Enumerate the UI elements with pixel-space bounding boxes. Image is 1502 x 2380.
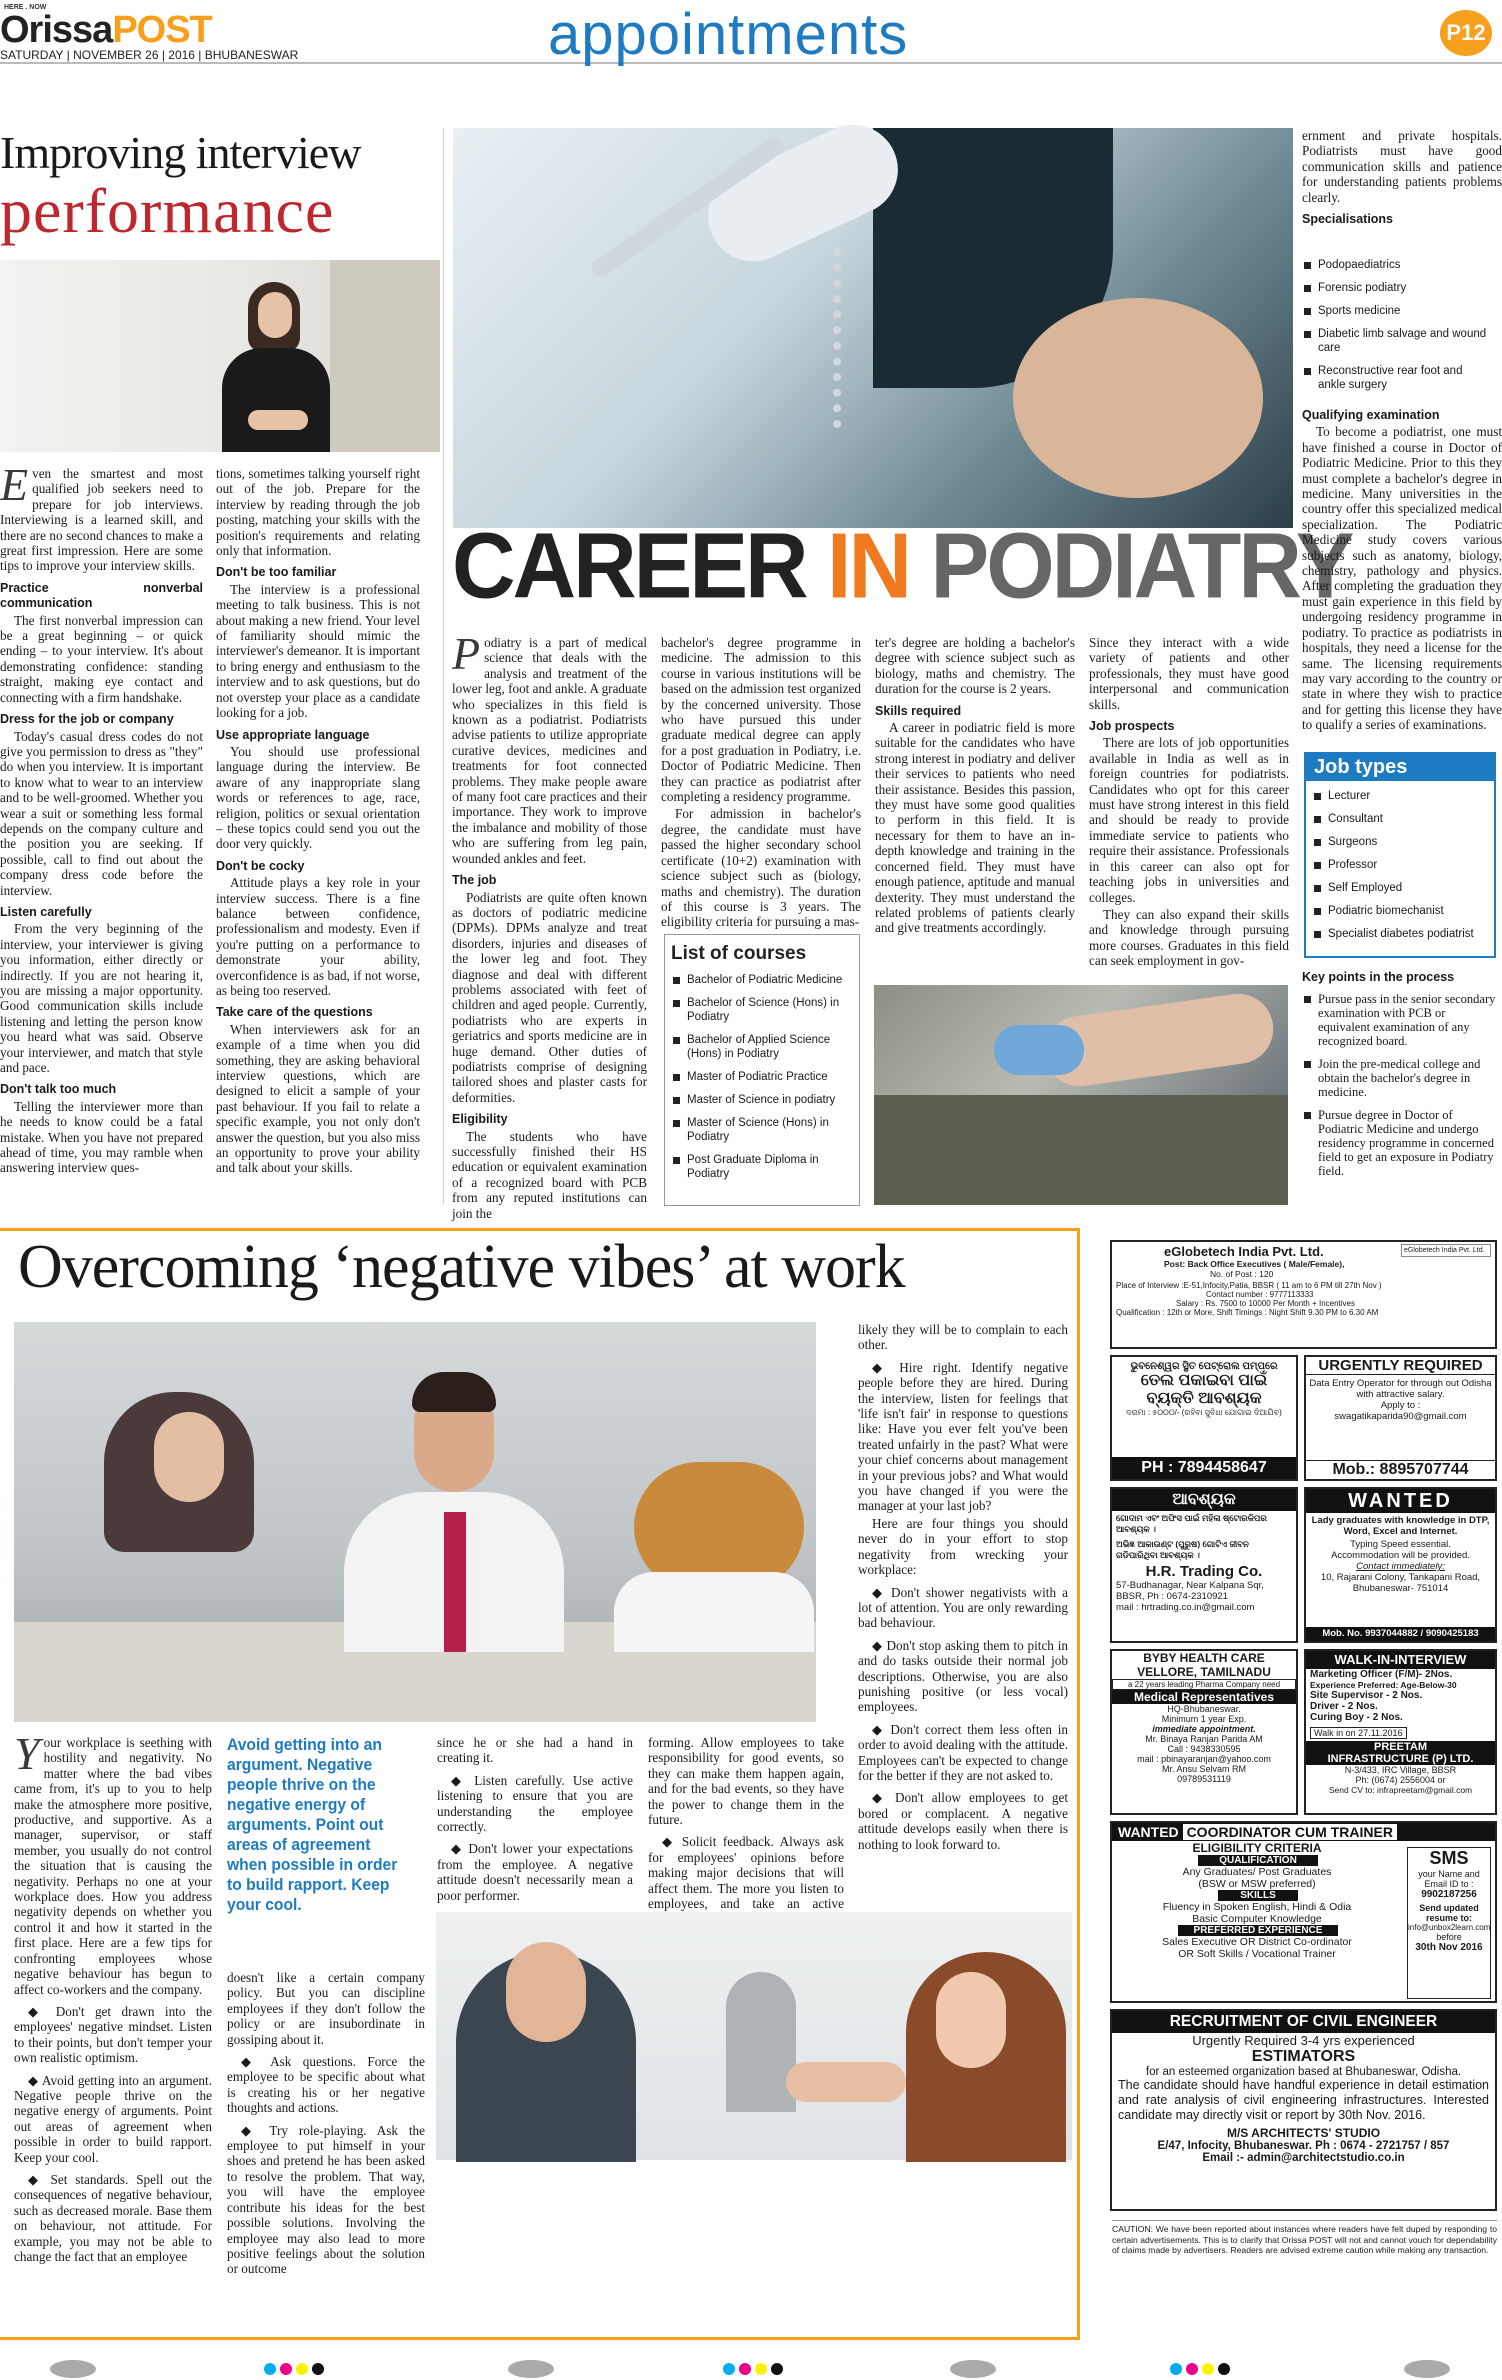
interview-title	[0, 128, 440, 244]
diamond-paragraph: ◆ Don't stop asking them to pitch in and do tasks outside their normal job descriptions. Otherwise, you are also punishing positive (or less vocal) employees.	[858, 1637, 1068, 1715]
interview-woman-body	[222, 348, 330, 452]
civil-l4: The candidate should have handful experience in detail estimation and rate analysis of civil engineering infrastructures. Interested candidate may directly visit or report by 30th Nov. 2016.	[1118, 2078, 1489, 2122]
subheading: Specialisations	[1302, 212, 1394, 227]
wanted-title: WANTED	[1306, 1489, 1495, 1513]
coord-qual: QUALIFICATION	[1198, 1855, 1318, 1866]
urgent-apply: Apply to :	[1380, 1400, 1421, 1411]
interview-title-line1: Improving interview	[0, 127, 361, 178]
keypoints-section	[1302, 970, 1498, 1187]
paragraph: When interviewers ask for an example of a time when you did something, they are asking behavioral interview questions, which are designed to elicit a sample of your past behaviour. If you fail to relate a specific example, you not only don't answer the question, but you also miss an opportunity to prove your ability and talk about your skills.	[216, 1021, 420, 1176]
paragraph: ernment and private hospitals. Podiatrists must have good communication skills and patience for understanding patients problems clearly.	[1302, 128, 1502, 205]
walkin-l3: Site Supervisor - 2 Nos.	[1310, 1690, 1423, 1701]
logo-tagline: HERE . NOW	[4, 4, 47, 11]
coord-date: 30th Nov 2016	[1415, 1942, 1483, 1953]
walkin-ph: Ph: (0674) 2556004 or	[1355, 1775, 1446, 1785]
podiatry-column-2	[661, 635, 861, 935]
list-item: Master of Podiatric Practice	[671, 1070, 853, 1084]
podiatry-title	[452, 513, 1352, 618]
paragraph: ter's degree are holding a bachelor's degree with science subject such as biology, maths and chemistry. The duration for the course is 2 years.	[875, 635, 1075, 697]
civil-email: Email :- admin@architectstudio.co.in	[1202, 2152, 1405, 2164]
foot-exam-doctor	[874, 1095, 1288, 1205]
byby-t11: Mr. Ansu Selvam RM	[1161, 1764, 1247, 1774]
courses-box	[664, 934, 860, 1206]
podiatry-title-career: CAREER	[452, 513, 828, 618]
list-item: Master of Science (Hons) in Podiatry	[671, 1116, 853, 1144]
eglobe-no: No. of Post : 120	[1210, 1269, 1274, 1279]
page-number-badge: P12	[1440, 10, 1492, 56]
wanted-line1: Lady graduates with knowledge in DTP, Word, Excel and Internet.	[1311, 1515, 1490, 1537]
stressed-coworkers-photo	[14, 1322, 816, 1722]
podiatry-column-1	[452, 628, 647, 1221]
diamond-paragraph: ◆ Don't lower your expectations from the employee. A negative attitude doesn't necessarily mean a poor performer.	[437, 1841, 633, 1903]
coord-skills: SKILLS	[1218, 1890, 1298, 1901]
man-center-tie	[444, 1512, 466, 1652]
walkin-l4: Driver - 2 Nos.	[1310, 1701, 1378, 1712]
coord-sms-box	[1407, 1847, 1491, 1999]
foot-exam-glove	[994, 1025, 1084, 1075]
odia1-line4: ଦରମା : ୫୦୦୦/- (ରହିବା ସୁବିଧା ଯୋଗାଇ ଦିଆଯିବ)	[1126, 1408, 1282, 1417]
subheading: The job	[452, 873, 497, 888]
subheading: Don't talk too much	[0, 1082, 117, 1097]
list-item: Podiatric biomechanist	[1312, 904, 1488, 918]
coord-title: COORDINATOR CUM TRAINER	[1183, 1824, 1397, 1840]
eglobe-logo: eGlobetech India Pvt. Ltd.	[1401, 1244, 1491, 1257]
paragraph: Today's casual dress codes do not give you permission to dress as "they" do when you interview. It is important to know what to wear to an interview and to be well-groomed. Whether you wear a suit or something less formal depends on the company culture and the position you are seeking. If possible, call to find out about the company dress code before the interview.	[0, 728, 203, 898]
wanted-line5: 10, Rajarani Colony, Tankapani Road, Bhubaneswar- 751014	[1320, 1572, 1481, 1594]
diamond-paragraph: ◆ Try role-playing. Ask the employee to put himself in your shoes and pretend he has been asked to resolve the problem. That way, you will have the employee contribute his ideas for the best possible solutions. Involving the employee may also lead to more positive feelings about the solution or outcome	[227, 2122, 425, 2277]
reg-dots-2	[723, 2362, 803, 2376]
byby-t12: 09789531119	[1177, 1774, 1231, 1784]
ad-wanted-dtp	[1304, 1487, 1497, 1643]
negative-title: Overcoming ‘negative vibes’ at work	[18, 1233, 905, 1301]
reg-oval-4	[1404, 2360, 1450, 2378]
odia2-mail: mail : hrtrading.co.in@gmail.com	[1116, 1602, 1255, 1613]
job-types-box	[1304, 752, 1496, 958]
odia1-line1: ଭୁବନେଶ୍ୱର ସ୍ଥିତ ପେଟ୍ରୋଲ ପମ୍ପରେ	[1130, 1361, 1278, 1372]
paragraph: The first nonverbal impression can be a great beginning – or quick ending – to your interview. It's about demonstrating confidence: standing straight, making eye contact and connecting with a firm handshake.	[0, 612, 203, 705]
list-item: Bachelor of Science (Hons) in Podiatry	[671, 996, 853, 1024]
list-item: Surgeons	[1312, 835, 1488, 849]
ad-civil-engineer	[1110, 2009, 1497, 2211]
coord-s1: Fluency in Spoken English, Hindi & Odia	[1162, 1901, 1352, 1913]
byby-t3: a 22 years leading Pharma Company need	[1112, 1679, 1296, 1690]
eglobe-post: Post: Back Office Executives ( Male/Female),	[1164, 1259, 1345, 1269]
list-item: Specialist diabetes podiatrist	[1312, 927, 1488, 941]
woman-right-body	[614, 1572, 814, 1652]
odia2-address: 57-Budhanagar, Near Kalpana Sqr, BBSR, Ph : 0674-2310921	[1116, 1580, 1264, 1602]
coord-pref: PREFERRED EXPERIENCE	[1178, 1925, 1338, 1936]
diamond-paragraph: ◆ Set standards. Spell out the consequences of negative behaviour, such as decreased morale. Base them on behaviour, not attitude. For example, you may not be able to change the fact that an employee	[14, 2171, 212, 2264]
list-item: Podopaediatrics	[1302, 258, 1492, 272]
man-center-hair	[412, 1372, 496, 1412]
keypoints-title: Key points in the process	[1302, 970, 1455, 984]
byby-t9: Call : 9438330595	[1167, 1744, 1241, 1754]
paragraph: Podiatrists are quite often known as doctors of podiatric medicine (DPMs). DPMs analyze and treat disorders, injuries and diseases of the lower leg and foot. They diagnose and deal with different problems associated with feet of children and aged people. Currently, podiatrists who are experts in geriatrics and sports medicine are in huge demand. Other duties of podiatrists comprise of designing tailored shoes and plaster casts for deformities.	[452, 889, 647, 1105]
paragraph: There are lots of job opportunities available in India as well as in foreign countries for podiatrists. Candidates who opt for this career must have strong interest in this field and should be ready to provide immediate service to patients who require their assistance. Professionals in this career can also opt for teaching jobs in universities and colleges.	[1089, 735, 1289, 905]
qualifying-section	[1302, 408, 1502, 748]
eglobe-place: Place of Interview :E-51,Infocity,Patia, BBSR ( 11 am to 6 PM till 27th Nov )	[1116, 1281, 1382, 1290]
paragraph: They can also expand their skills and knowledge through pursuing more courses. Graduates in this field can seek employment in gov-	[1089, 906, 1289, 969]
pull-quote: Avoid getting into an argument. Negative people thrive on the negative energy of arguments. Point out areas of agreement when possible in order to build rapport. Keep your cool.	[227, 1735, 398, 1914]
subheading: Eligibility	[452, 1112, 508, 1127]
urgent-text: Data Entry Operator for through out Odisha with attractive salary.	[1309, 1378, 1492, 1400]
paragraph: Podiatry is a part of medical science that deals with the analysis and treatment of the lower leg, foot and ankle. A graduate who specializes in this field is known as a podiatrist. Podiatrists advise patients to utilize appropriate curative devices, medicines and treatments for foot connected problems. They make people aware of many foot care practices and their importance. They work to improve the imbalance and mobility of those who are suffering from leg pain, wounded ankles and feet.	[452, 628, 647, 866]
walkin-l6: Walk in on 27.11.2016	[1310, 1727, 1407, 1739]
ad-eglobetech	[1110, 1240, 1497, 1349]
paragraph: The students who have successfully finished their HS education or equivalent examination of a recognized board with PCB from any reputed institutions can join the	[452, 1128, 647, 1221]
walkin-l5: Curing Boy - 2 Nos.	[1310, 1712, 1403, 1723]
list-item: Master of Science in podiatry	[671, 1093, 853, 1107]
reg-oval-3	[950, 2360, 996, 2378]
walkin-title: WALK-IN-INTERVIEW	[1306, 1651, 1495, 1669]
job-types-title: Job types	[1306, 754, 1494, 781]
reg-dots-3	[1170, 2362, 1250, 2376]
coord-p2: OR Soft Skills / Vocational Trainer	[1178, 1948, 1336, 1960]
paragraph: Since they interact with a wide variety of patients and other professionals, they must have good interpersonal and communication skills.	[1089, 635, 1289, 712]
byby-t6: Minimum 1 year Exp.	[1161, 1714, 1247, 1724]
byby-t8: Mr. Binaya Ranjan Parida AM	[1145, 1734, 1263, 1744]
subheading: Don't be too familiar	[216, 565, 337, 580]
wanted-line2: Typing Speed essential.	[1350, 1539, 1451, 1550]
courses-title: List of courses	[671, 943, 807, 964]
list-item: Professor	[1312, 858, 1488, 872]
wanted-mob: Mob. No. 9937044882 / 9090425183	[1306, 1627, 1495, 1641]
coord-send: Send updated resume to:	[1419, 1903, 1479, 1923]
coord-sms2: 9902187256	[1421, 1889, 1477, 1900]
paragraph: From the very beginning of the interview, your interviewer is giving you information, either directly or indirectly. If you are not hearing it, you are missing a major opportunity. Good communication skills include listening and letting the person know you heard what was said. Observe your interviewer, and match that style and pace.	[0, 921, 203, 1076]
coord-q1: Any Graduates/ Post Graduates	[1182, 1866, 1332, 1878]
list-item: Bachelor of Podiatric Medicine	[671, 973, 853, 987]
logo	[0, 10, 212, 50]
subheading: Use appropriate language	[216, 727, 370, 742]
civil-l3: for an esteemed organization based at Bhubaneswar, Odisha.	[1145, 2066, 1462, 2078]
coord-mail: info@unbox2learn.com	[1408, 1923, 1491, 1932]
list-item: Lecturer	[1312, 789, 1488, 803]
walkin-co1: PREETAM	[1306, 1741, 1495, 1753]
meeting-woman-face	[936, 1972, 1006, 2068]
logo-post: POST	[112, 9, 212, 51]
odia2-bullet1: ଗୋଦାମ ଏବଂ ଅଫିସ ପାଇଁ ମହିଳା ଷ୍ଟୋରକିପର ଆବଶ୍ୟକ ।	[1116, 1513, 1267, 1534]
negative-column-3	[437, 1735, 633, 1905]
meeting-photo	[436, 1912, 1072, 2160]
walkin-co2: INFRASTRUCTURE (P) LTD.	[1306, 1753, 1495, 1765]
ad-walk-in-interview	[1304, 1649, 1497, 1815]
list-item: Post Graduate Diploma in Podiatry	[671, 1153, 853, 1181]
paragraph: The interview is a professional meeting to talk business. This is not about making a new friend. Your level of familiarity should mimic the interviewer's demeanor. It is important to bring energy and enthusiasm to the interview and to ask questions, but do not overstep your place as a candidate looking for a job.	[216, 581, 420, 721]
ad-petrol-pump-odia	[1110, 1355, 1298, 1481]
wanted-line4: Contact immediately:	[1356, 1561, 1445, 1572]
meeting-hand	[786, 2062, 906, 2102]
podiatry-foot	[1013, 298, 1263, 498]
qualifying-title: Qualifying examination	[1302, 408, 1440, 422]
byby-t2: VELLORE, TAMILNADU	[1137, 1665, 1271, 1679]
odia1-phone: PH : 7894458647	[1112, 1457, 1296, 1479]
eglobe-qual: Qualification : 12th or More, Shift Timings : Night Shift 9.30 PM to 6.30 AM	[1116, 1308, 1379, 1317]
podiatry-doctor-photo	[453, 128, 1293, 528]
interview-woman-photo	[0, 260, 440, 452]
paragraph: bachelor's degree programme in medicine. The admission to this course in various institutions will be based on the admission test organized by the concerned university. Those who have pursued this under graduate medical degree can apply for a post graduation in Podiatry, i.e. Doctor of Podiatric Medicine. Then they can practice as podiatrist after completing a residency programme.	[661, 635, 861, 805]
caution-note: CAUTION: We have been reported about instances where readers have felt duped by responding to certain advertisements. This is to clarify that Orissa POST will not and cannot vouch for dependability of claims made by advertisers. Readers are advised extreme caution while making any transaction.	[1112, 2220, 1497, 2256]
paragraph: likely they will be to complain to each other.	[858, 1322, 1068, 1353]
civil-company: M/S ARCHITECTS' STUDIO	[1226, 2126, 1381, 2140]
reg-oval-2	[508, 2360, 554, 2378]
odia1-line3: ବ୍ୟକ୍ତି ଆବଶ୍ୟକ	[1146, 1390, 1262, 1407]
walkin-cv: Send CV to: infrapreetam@gmail.com	[1328, 1785, 1473, 1795]
diamond-paragraph: ◆ Don't get drawn into the employees' negative mindset. Listen to their points, but don't temper your own realistic optimism.	[14, 2003, 212, 2066]
meeting-man-back	[726, 1972, 796, 2112]
coord-elig: ELIGIBILITY CRITERIA	[1192, 1841, 1322, 1855]
odia2-bullet2: ଅଭିଜ୍ଞ ଆକାଉଣ୍ଟ (ପୁରୁଷ) ଗୋଟିଏ ଜୀବନ ଗଡିପାରିଥିବା ଆବଶ୍ୟକ ।	[1116, 1539, 1249, 1560]
keypoints-list	[1302, 992, 1498, 1178]
eglobe-salary: Salary : Rs. 7500 to 10000 Per Month + Incentives	[1176, 1299, 1355, 1308]
interview-woman-hands	[248, 410, 308, 430]
coord-s2: Basic Computer Knowledge	[1192, 1913, 1322, 1925]
byby-t7: immediate appointment.	[1152, 1724, 1256, 1734]
odia1-line2: ତେଲ ପକାଇବା ପାଇଁ	[1140, 1372, 1268, 1389]
interview-photo-shelf	[330, 260, 440, 452]
byby-t5: HQ-Bhubaneswar.	[1167, 1704, 1241, 1714]
masthead	[0, 0, 1502, 67]
dateline: SATURDAY | NOVEMBER 26 | 2016 | BHUBANESWAR	[0, 48, 299, 62]
civil-l2: ESTIMATORS	[1251, 2048, 1356, 2065]
podiatry-column-4	[1089, 635, 1289, 975]
print-registration-marks	[0, 2344, 1502, 2379]
paragraph: forming. Allow employees to take responsibility for good events, so they can make them happen again, and for the bad events, so they have the power to change them in the future.	[648, 1735, 844, 1828]
urgent-email: swagatikaparida90@gmail.com	[1334, 1411, 1467, 1422]
interview-column-2	[216, 466, 420, 1206]
coord-sms: SMS	[1429, 1848, 1469, 1868]
interview-column-1	[0, 459, 203, 1206]
walkin-addr: N-3/433, IRC Village, BBSR	[1344, 1765, 1457, 1775]
meeting-man-left-face	[506, 1942, 586, 2042]
coord-wanted: WANTED	[1118, 1824, 1179, 1840]
eglobe-title: eGlobetech India Pvt. Ltd.	[1164, 1244, 1324, 1259]
paragraph: Even the smartest and most qualified job seekers need to prepare for job interviews. Interviewing is a learned skill, and there are no second chances to make a great first impression. Here are some tips to improve your interview skills.	[0, 459, 203, 574]
wanted-line3: Accommodation will be provided.	[1331, 1550, 1470, 1561]
subheading: Don't be cocky	[216, 858, 305, 873]
walkin-l1: Marketing Officer (F/M)- 2Nos.	[1310, 1669, 1453, 1680]
paragraph: tions, sometimes talking yourself right out of the job. Prepare for the interview by reading through the job posting, matching your skills with the position's requirements and relating only that information.	[216, 466, 420, 559]
podiatry-column-3	[875, 635, 1075, 975]
courses-list	[671, 973, 853, 1181]
civil-l1: Urgently Required 3-4 yrs experienced	[1192, 2033, 1415, 2048]
negative-column-4	[648, 1735, 844, 1912]
reg-oval-1	[50, 2360, 96, 2378]
list-item: Self Employed	[1312, 881, 1488, 895]
diamond-paragraph: ◆ Hire right. Identify negative people before they are hired. During the interview, listen for feelings that 'life isn't fair' in response to questions like: Have you ever felt you've been treated unfairly in the past? What were your chief concerns about management in your previous jobs? and What would you have changed if you were the manager at your last job?	[858, 1359, 1068, 1514]
reg-dots-1	[264, 2362, 344, 2376]
urgent-title: URGENTLY REQUIRED	[1306, 1357, 1495, 1375]
diamond-paragraph: ◆ Don't allow employees to get bored or complacent. A negative attitude develops easily when there is nothing to look forward to.	[858, 1790, 1068, 1852]
civil-title: RECRUITMENT OF CIVIL ENGINEER	[1112, 2011, 1495, 2033]
podiatry-title-podiatry: PODIATRY	[909, 513, 1352, 618]
paragraph: doesn't like a certain company policy. But you can discipline employees if they don't follow the policy or are insubordinate in gossiping about it.	[227, 1970, 425, 2047]
qualifying-text: To become a podiatrist, one must have finished a course in Doctor of Podiatric Medicine. Prior to this they must complete a bachelor's degree in medicine. Many universities in the country offer this specialized medical specialization. The Podiatric Medicine study covers various subjects such as anatomy, biology, chemistry, pathology and physics. After completing the graduation they must gain experience in this field by undergoing residency programme in podiatry. To practice as podiatrists in hospitals, they need a license for the same. The licensing requirements may vary according to the country or state in where they wish to practice and for getting this license they have to qualify a series of examinations.	[1302, 424, 1502, 733]
subheading: Job prospects	[1089, 719, 1175, 734]
subheading: Practice nonverbal communication	[0, 580, 203, 611]
diamond-paragraph: ◆ Solicit feedback. Always ask for employees' opinions before making major decisions that will affect them. The more you listen to employees, and take an active	[648, 1834, 844, 1912]
podiatry-foot-exam-photo	[874, 985, 1288, 1205]
subheading: Skills required	[875, 703, 962, 718]
coord-sms1: your Name and Email ID to :	[1418, 1869, 1480, 1889]
byby-t1: BYBY HEALTH CARE	[1143, 1651, 1265, 1665]
list-item: Join the pre-medical college and obtain the bachelor's degree in medicine.	[1302, 1057, 1498, 1099]
odia2-title: ଆବଶ୍ୟକ	[1112, 1489, 1296, 1511]
paragraph: Your workplace is seething with hostility and negativity. No matter where the bad vibes came from, it's up to you to help make the atmosphere more positive, productive, and supportive. As a manager, supervisor, or staff member, you usually do not control the situation that is causing the negativity. Perhaps no one at your workplace does. How you address negativity depends on whether you control it and how it started in the first place. Here are a few tips for confronting employees whose negative behaviour has begun to affect co-workers and the company.	[14, 1728, 212, 1997]
paragraph: Telling the interviewer more than he needs to know could be a fatal mistake. When you have not prepared ahead of time, you may ramble when answering interview ques-	[0, 1098, 203, 1176]
coord-header	[1112, 1823, 1495, 1841]
job-types-list	[1306, 781, 1494, 958]
podiatry-column-5	[1302, 128, 1502, 240]
diamond-paragraph: ◆ Avoid getting into an argument. Negative people thrive on the negative energy of arguments. Point out areas of agreement when possible in order to build rapport. Keep your cool.	[14, 2072, 212, 2165]
diamond-paragraph: ◆ Don't shower negativists with a lot of attention. You are only rewarding bad behaviour.	[858, 1584, 1068, 1631]
odia2-company: H.R. Trading Co.	[1145, 1563, 1263, 1580]
byby-t10: mail : pbinayaranjan@yahoo.com	[1137, 1754, 1271, 1764]
list-item: Consultant	[1312, 812, 1488, 826]
paragraph: Here are four things you should never do in your effort to stop negativity from wrecking your workplace:	[858, 1515, 1068, 1578]
section-title: appointments	[548, 2, 909, 67]
list-item: Reconstructive rear foot and ankle surgery	[1302, 364, 1492, 392]
diamond-paragraph: ◆ Don't correct them less often in order to avoid dealing with the attitude. Employees can't be expected to change for the better if they are not asked to.	[858, 1721, 1068, 1783]
interview-title-line2: performance	[0, 175, 335, 246]
urgent-mob: Mob.: 8895707744	[1306, 1460, 1495, 1479]
ad-byby-health-care	[1110, 1649, 1298, 1815]
coord-before: before	[1436, 1932, 1462, 1942]
list-item: Pursue degree in Doctor of Podiatric Medicine and undergo residency programme in concerned field to get an exposure in Podiatry field.	[1302, 1108, 1498, 1178]
byby-t4: Medical Representatives	[1112, 1690, 1296, 1704]
paragraph: Attitude plays a key role in your interview success. There is a fine balance between confidence, professionalism and modesty. Even if you're putting on a performance to demonstrate your ability, overconfidence is as bad, if not worse, as being too reserved.	[216, 875, 420, 998]
specialisations-list	[1302, 258, 1492, 401]
coord-q2: (BSW or MSW preferred)	[1198, 1878, 1316, 1890]
woman-left-face	[154, 1412, 224, 1502]
interview-woman-face	[258, 292, 292, 338]
subheading: Take care of the questions	[216, 1005, 373, 1020]
list-item: Bachelor of Applied Science (Hons) in Podiatry	[671, 1033, 853, 1061]
coord-p1: Sales Executive OR District Co-ordinator	[1162, 1936, 1352, 1948]
eglobe-contact: Contact number : 9777113333	[1206, 1290, 1314, 1299]
negative-column-2b	[227, 1970, 425, 2335]
podiatry-title-in: IN	[827, 513, 910, 618]
diamond-paragraph: ◆ Listen carefully. Use active listening to ensure that you are understanding the employee correctly.	[437, 1772, 633, 1835]
subheading: Listen carefully	[0, 904, 92, 919]
ad-coordinator-trainer	[1110, 1821, 1497, 2003]
column-rule	[443, 128, 444, 1204]
logo-orissa: Orissa	[0, 9, 113, 51]
list-item: Sports medicine	[1302, 304, 1492, 318]
paragraph: You should use professional language during the interview. Be aware of any inappropriate slang words or references to age, race, religion, politics or sexual orientation – these topics could send you out the door very quickly.	[216, 743, 420, 852]
civil-address: E/47, Infocity, Bhubaneswar. Ph : 0674 - 2721757 / 857	[1157, 2140, 1450, 2152]
paragraph: For admission in bachelor's degree, the candidate must have passed the higher secondary school certificate (10+2) examination with science subject such as (biology, maths and chemistry). The duration of this course is 3 years. The eligibility criteria for pursuing a mas-	[661, 806, 861, 930]
diamond-paragraph: ◆ Ask questions. Force the employee to be specific about what is creating his or her negative thoughts and actions.	[227, 2054, 425, 2116]
subheading: Dress for the job or company	[0, 712, 174, 727]
list-item: Forensic podiatry	[1302, 281, 1492, 295]
ad-urgently-required	[1304, 1355, 1497, 1481]
paragraph: since he or she had a hand in creating it.	[437, 1735, 633, 1766]
walkin-l2: Experience Preferred: Age-Below-30	[1310, 1680, 1457, 1690]
list-item: Pursue pass in the senior secondary examination with PCB or equivalent examination of any recognized board.	[1302, 992, 1498, 1048]
negative-column-1	[14, 1728, 212, 2335]
negative-column-5	[858, 1322, 1068, 1902]
ad-hr-trading-odia	[1110, 1487, 1298, 1643]
podiatry-coil-cable	[833, 248, 893, 428]
list-item: Diabetic limb salvage and wound care	[1302, 327, 1492, 355]
paragraph: A career in podiatric field is more suitable for the candidates who have strong interest in podiatry and deliver their services to patients who need their assistance. Besides this passion, they must have some good qualities to perform in this field. It is necessary for them to have an in-depth knowledge and training in the concerned field. They must have enough patience, aptitude and manual dexterity. They must understand the related problems of patients clearly and give treatments accordingly.	[875, 720, 1075, 936]
